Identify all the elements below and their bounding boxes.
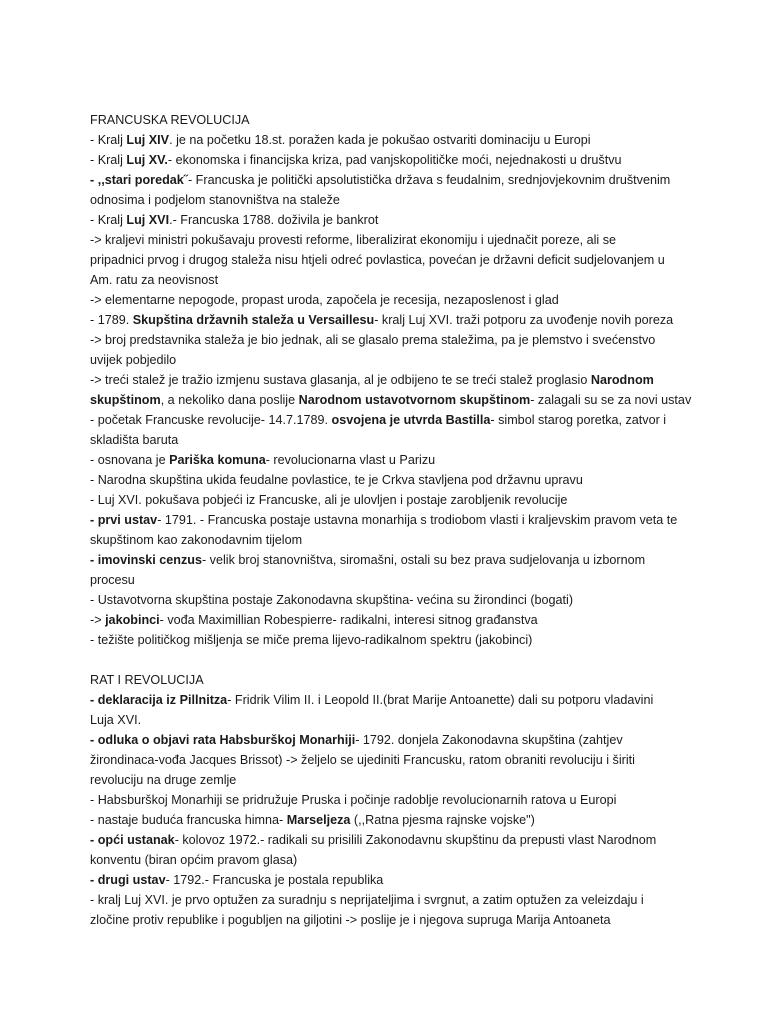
bold-text: Marseljeza (286, 813, 351, 827)
text-run: Luja XVI. (90, 713, 142, 727)
text-run: procesu (90, 573, 135, 587)
bold-text: - drugi ustav (90, 873, 166, 887)
text-run: - Kralj (90, 213, 127, 227)
bold-text: - ,,stari poredak˝ (90, 173, 188, 187)
bold-text: Luj XVI (126, 213, 170, 227)
text-run: -> treći stalež je tražio izmjenu sustava glasanja, al je odbijeno te se treći stalež proglasio (90, 373, 591, 387)
text-run: - vođa Maximillian Robespierre- radikalni, interesi sitnog građanstva (159, 613, 538, 627)
text-line (90, 910, 690, 930)
text-line (90, 470, 690, 490)
bold-text: Skupština državnih staleža u Versaillesu (132, 313, 375, 327)
text-run: - ekonomska i financijska kriza, pad vanjskopolitičke moći, nejednakosti u društvu (167, 153, 622, 167)
text-line (90, 770, 690, 790)
section-title: RAT I REVOLUCIJA (90, 673, 204, 687)
text-line (90, 390, 690, 410)
text-run: revoluciju na druge zemlje (90, 773, 237, 787)
text-run: - kralj Luj XVI. traži potporu za uvođenje novih poreza (374, 313, 674, 327)
text-line (90, 610, 690, 630)
text-run: skupštinom kao zakonodavnim tijelom (90, 533, 303, 547)
text-line (90, 130, 690, 150)
text-line (90, 550, 690, 570)
text-run: - 1792. donjela Zakonodavna skupština (zahtjev (355, 733, 623, 747)
bold-text: Narodnom ustavotvornom skupštinom (298, 393, 531, 407)
text-line (90, 170, 690, 190)
bold-text: skupštinom (90, 393, 161, 407)
text-run: - velik broj stanovništva, siromašni, ostali su bez prava sudjelovanja u izbornom (201, 553, 646, 567)
text-line (90, 270, 690, 290)
text-run: - kolovoz 1972.- radikali su prisilili Zakonodavnu skupštinu da prepusti vlast Narodnom (174, 833, 657, 847)
text-line (90, 530, 690, 550)
text-line (90, 290, 690, 310)
text-line (90, 370, 690, 390)
text-run: žirondinaca-vođa Jacques Brissot) -> željelo se ujediniti Francusku, ratom obraniti revoluciju i širiti (90, 753, 635, 767)
text-run: - revolucionarna vlast u Parizu (265, 453, 436, 467)
text-run: - težište političkog mišljenja se miče prema lijevo-radikalnom spektru (jakobinci) (90, 633, 533, 647)
bold-text: - imovinski cenzus (90, 553, 202, 567)
text-run: uvijek pobjedilo (90, 353, 177, 367)
text-line (90, 870, 690, 890)
text-run: - Kralj (90, 153, 127, 167)
text-line (90, 310, 690, 330)
text-run: Am. ratu za neovisnost (90, 273, 219, 287)
text-run: - Luj XVI. pokušava pobjeći iz Francuske, ali je ulovljen i postaje zarobljenik revolucije (90, 493, 568, 507)
text-line (90, 690, 690, 710)
text-run: - Ustavotvorna skupština postaje Zakonodavna skupština- većina su žirondinci (bogati) (90, 593, 574, 607)
bold-text: osvojena je utvrda Bastilla (331, 413, 491, 427)
text-line (90, 830, 690, 850)
text-run: -> kraljevi ministri pokušavaju provesti reforme, liberalizirat ekonomiju i ujednačit poreze, ali se (90, 233, 617, 247)
bold-text: Narodnom (590, 373, 654, 387)
text-line (90, 450, 690, 470)
text-run: odnosima i podjelom stanovništva na staleže (90, 193, 340, 207)
text-run: -> broj predstavnika staleža je bio jednak, ali se glasalo prema staležima, pa je plemstvo i svećenstvo (90, 333, 656, 347)
text-line (90, 890, 690, 910)
text-line (90, 590, 690, 610)
text-run: .- Francuska 1788. doživila je bankrot (169, 213, 379, 227)
text-run: - Habsburškoj Monarhiji se pridružuje Pruska i počinje radoblje revolucionarnih ratova u Europi (90, 793, 617, 807)
text-line (90, 430, 690, 450)
text-run: skladišta baruta (90, 433, 179, 447)
text-line (90, 730, 690, 750)
text-run: - zalagali su se za novi ustav (530, 393, 692, 407)
text-line (90, 410, 690, 430)
text-run: - početak Francuske revolucije- 14.7.1789. (90, 413, 332, 427)
text-run: konventu (biran općim pravom glasa) (90, 853, 298, 867)
blank-line (90, 650, 690, 670)
text-line (90, 250, 690, 270)
text-run: - Narodna skupština ukida feudalne povlastice, te je Crkva stavljena pod državnu upravu (90, 473, 583, 487)
bold-text: Luj XIV (126, 133, 170, 147)
text-line (90, 750, 690, 770)
section-lines (90, 130, 690, 650)
text-line (90, 810, 690, 830)
text-line (90, 210, 690, 230)
text-line (90, 790, 690, 810)
text-run: - simbol starog poretka, zatvor i (490, 413, 667, 427)
bold-text: Pariška komuna (169, 453, 266, 467)
text-run: - 1789. (90, 313, 133, 327)
text-run: -> (90, 613, 106, 627)
text-run: . je na početku 18.st. poražen kada je pokušao ostvariti dominaciju u Europi (169, 133, 591, 147)
bold-text: Luj XV. (126, 153, 168, 167)
bold-text: - deklaracija iz Pillnitza (90, 693, 228, 707)
bold-text: - odluka o objavi rata Habsburškoj Monarhiji (90, 733, 356, 747)
text-run: pripadnici prvog i drugog staleža nisu htjeli odreć povlastica, povećan je državni deficit sudjelovanjem u (90, 253, 665, 267)
text-line (90, 490, 690, 510)
text-line (90, 190, 690, 210)
text-run: -> elementarne nepogode, propast uroda, započela je recesija, nezaposlenost i glad (90, 293, 559, 307)
text-line (90, 710, 690, 730)
section-title: FRANCUSKA REVOLUCIJA (90, 113, 250, 127)
text-run: - 1792.- Francuska je postala republika (165, 873, 384, 887)
text-run: - Kralj (90, 133, 127, 147)
section-lines (90, 690, 690, 930)
text-line (90, 350, 690, 370)
bold-text: - opći ustanak (90, 833, 175, 847)
text-run: - 1791. - Francuska postaje ustavna monarhija s trodiobom vlasti i kraljevskim pravom veta te (157, 513, 678, 527)
bold-text: - prvi ustav (90, 513, 158, 527)
text-run: , a nekoliko dana poslije (160, 393, 299, 407)
document-body (90, 110, 690, 930)
text-run: - osnovana je (90, 453, 170, 467)
text-line (90, 230, 690, 250)
text-run: - nastaje buduća francuska himna- (90, 813, 287, 827)
text-run: - Francuska je politički apsolutistička država s feudalnim, srednjovjekovnim društvenim (187, 173, 671, 187)
text-line (90, 510, 690, 530)
text-line (90, 150, 690, 170)
text-run: zločine protiv republike i pogubljen na giljotini -> poslije je i njegova supruga Marija Antoaneta (90, 913, 611, 927)
bold-text: jakobinci (105, 613, 160, 627)
text-run: - kralj Luj XVI. je prvo optužen za suradnju s neprijateljima i svrgnut, a zatim optužen za veleizdaju i (90, 893, 644, 907)
text-line (90, 330, 690, 350)
text-line (90, 850, 690, 870)
text-run: - Fridrik Vilim II. i Leopold II.(brat Marije Antoanette) dali su potporu vladavini (227, 693, 654, 707)
text-line (90, 630, 690, 650)
text-run: (,,Ratna pjesma rajnske vojske") (350, 813, 535, 827)
text-line (90, 570, 690, 590)
